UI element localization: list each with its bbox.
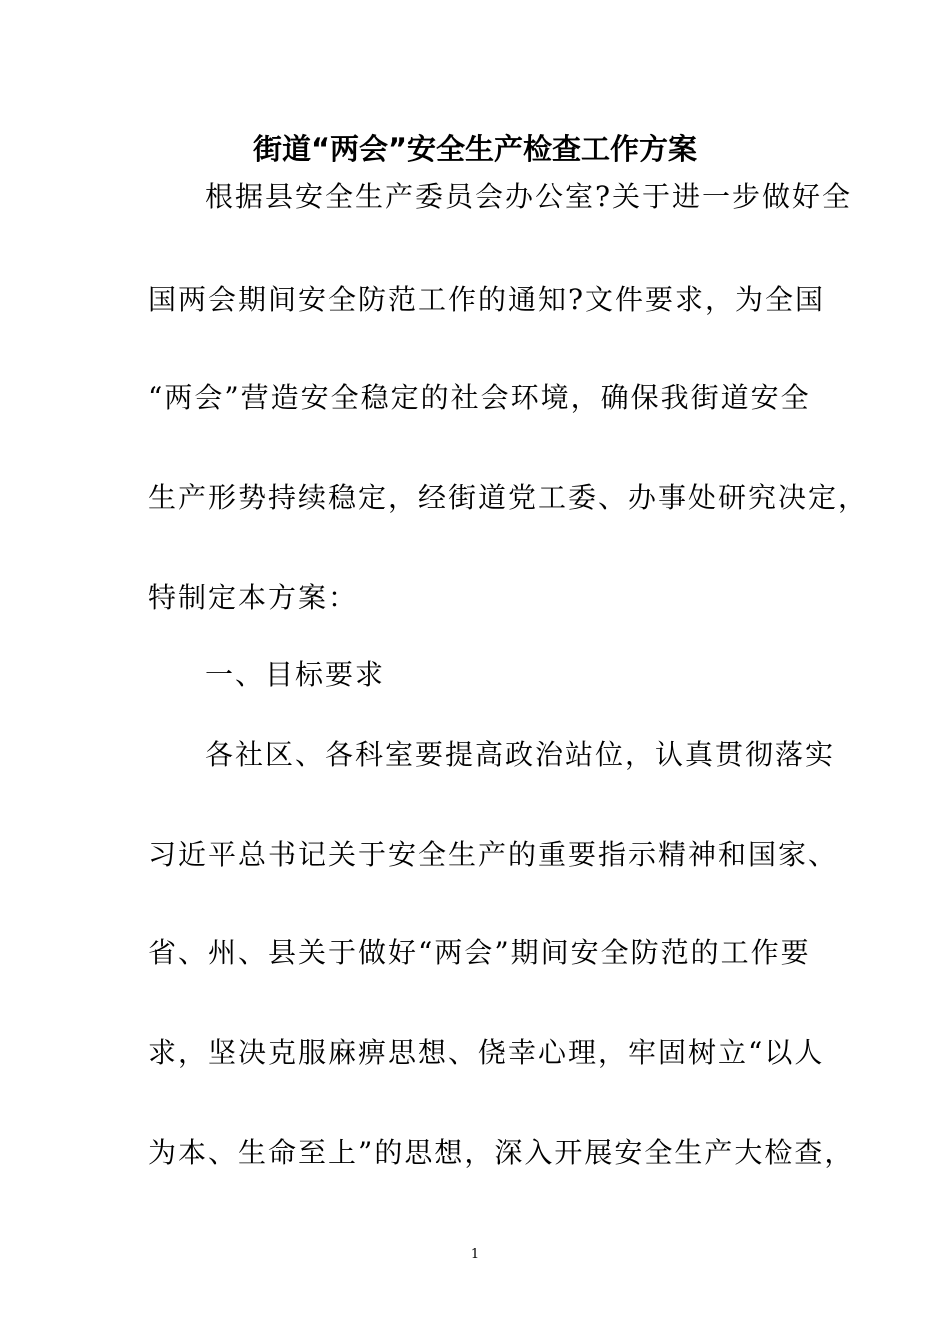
paragraph-line: 特制定本方案：	[148, 581, 359, 614]
paragraph-line: 生产形势持续稳定，经街道党工委、办事处研究决定，	[148, 481, 869, 514]
page-number: 1	[470, 1247, 480, 1262]
section-heading: 一、目标要求	[205, 658, 386, 691]
paragraph-line: 国两会期间安全防范工作的通知?文件要求，为全国	[148, 283, 826, 316]
paragraph-line: 为本、生命至上”的思想，深入开展安全生产大检查，	[148, 1136, 855, 1169]
paragraph-line: 各社区、各科室要提高政治站位，认真贯彻落实	[205, 738, 836, 771]
document-title: 街道“两会”安全生产检查工作方案	[252, 132, 698, 166]
paragraph-line: 根据县安全生产委员会办公室?关于进一步做好全	[205, 180, 853, 213]
paragraph-line: 求，坚决克服麻痹思想、侥幸心理，牢固树立“以人	[148, 1036, 825, 1069]
paragraph-line: “两会”营造安全稳定的社会环境，确保我街道安全	[148, 381, 811, 414]
paragraph-line: 省、州、县关于做好“两会”期间安全防范的工作要	[148, 936, 811, 969]
paragraph-line: 习近平总书记关于安全生产的重要指示精神和国家、	[148, 838, 839, 871]
